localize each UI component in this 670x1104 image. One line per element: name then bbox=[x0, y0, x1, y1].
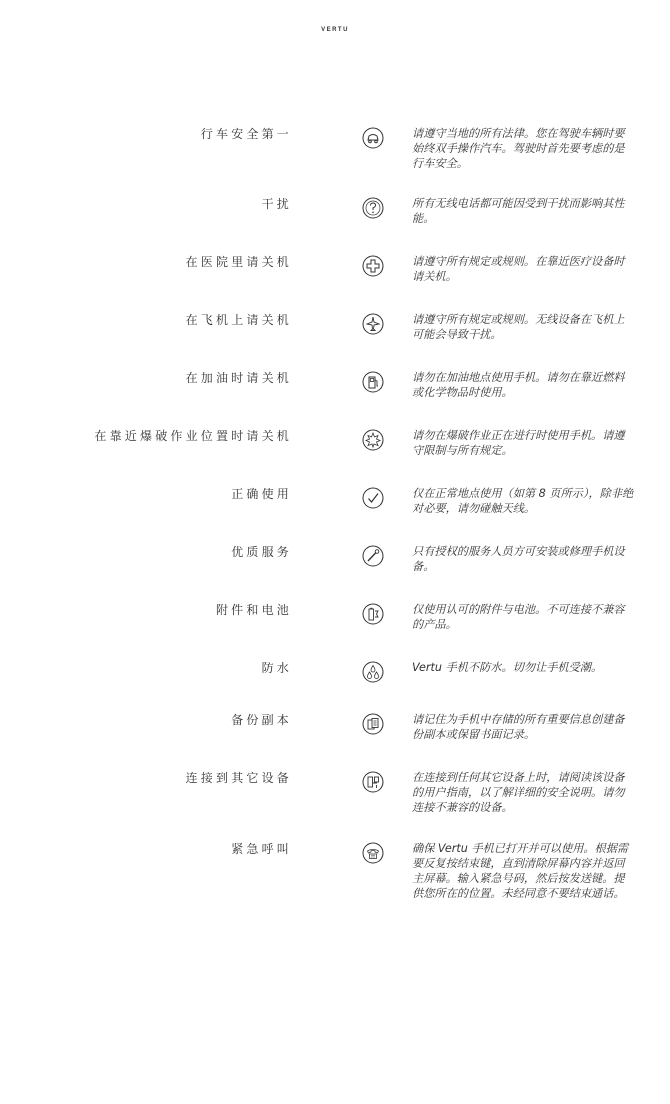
item-title: 防水 bbox=[261, 661, 292, 675]
explosion-icon bbox=[362, 429, 384, 451]
item-title: 备份副本 bbox=[231, 713, 292, 727]
item-description: 请遵守所有规定或规则。无线设备在飞机上可能会导致干扰。 bbox=[412, 313, 625, 341]
item-title: 干扰 bbox=[261, 197, 292, 211]
item-title: 连接到其它设备 bbox=[185, 771, 292, 785]
item-description: 请遵守所有规定或规则。在靠近医疗设备时请关机。 bbox=[412, 255, 625, 283]
item-title: 在靠近爆破作业位置时请关机 bbox=[94, 429, 292, 443]
fuel-pump-icon bbox=[362, 371, 384, 393]
item-title: 紧急呼叫 bbox=[231, 842, 292, 856]
item-description: 确保 Vertu 手机已打开并可以使用。根据需要反复按结束键，直到清除屏幕内容并返回主屏幕。输入紧急号码，然后按发送键。提供您所在的位置。未经同意不要结束通话。 bbox=[412, 842, 629, 900]
emergency-call-icon bbox=[362, 842, 384, 864]
item-description: Vertu 手机不防水。切勿让手机受潮。 bbox=[412, 661, 603, 674]
car-icon bbox=[362, 127, 384, 149]
item-description: 请勿在爆破作业正在进行时使用手机。请遵守限制与所有规定。 bbox=[412, 429, 625, 457]
battery-icon bbox=[362, 603, 384, 625]
wrench-icon bbox=[362, 545, 384, 567]
medical-cross-icon bbox=[362, 255, 384, 277]
item-title: 正确使用 bbox=[231, 487, 292, 501]
item-description: 仅使用认可的附件与电池。不可连接不兼容的产品。 bbox=[412, 603, 625, 631]
question-icon bbox=[362, 197, 384, 219]
item-title: 在医院里请关机 bbox=[185, 255, 292, 269]
item-title: 附件和电池 bbox=[215, 603, 292, 617]
item-title: 行车安全第一 bbox=[200, 127, 292, 141]
item-description: 请勿在加油地点使用手机。请勿在靠近燃料或化学物品时使用。 bbox=[412, 371, 625, 399]
item-description: 请记住为手机中存储的所有重要信息创建备份副本或保留书面记录。 bbox=[412, 713, 625, 741]
item-title: 优质服务 bbox=[231, 545, 292, 559]
item-description: 仅在正常地点使用（如第 8 页所示），除非绝对必要，请勿碰触天线。 bbox=[412, 487, 634, 515]
backup-icon bbox=[362, 713, 384, 735]
water-drops-icon bbox=[362, 661, 384, 683]
item-title: 在飞机上请关机 bbox=[185, 313, 292, 327]
brand-logo-text: VERTU bbox=[321, 27, 349, 33]
item-description: 只有授权的服务人员方可安装或修理手机设备。 bbox=[412, 545, 625, 573]
item-description: 在连接到任何其它设备上时，请阅读该设备的用户指南，以了解详细的安全说明。请勿连接不兼容的设备。 bbox=[412, 771, 625, 814]
checkmark-icon bbox=[362, 487, 384, 509]
item-title: 在加油时请关机 bbox=[185, 371, 292, 385]
airplane-icon bbox=[362, 313, 384, 335]
item-description: 请遵守当地的所有法律。您在驾驶车辆时要始终双手操作汽车。驾驶时首先要考虑的是行车安全。 bbox=[412, 127, 625, 170]
item-description: 所有无线电话都可能因受到干扰而影响其性能。 bbox=[412, 197, 625, 225]
connect-devices-icon bbox=[362, 771, 384, 793]
